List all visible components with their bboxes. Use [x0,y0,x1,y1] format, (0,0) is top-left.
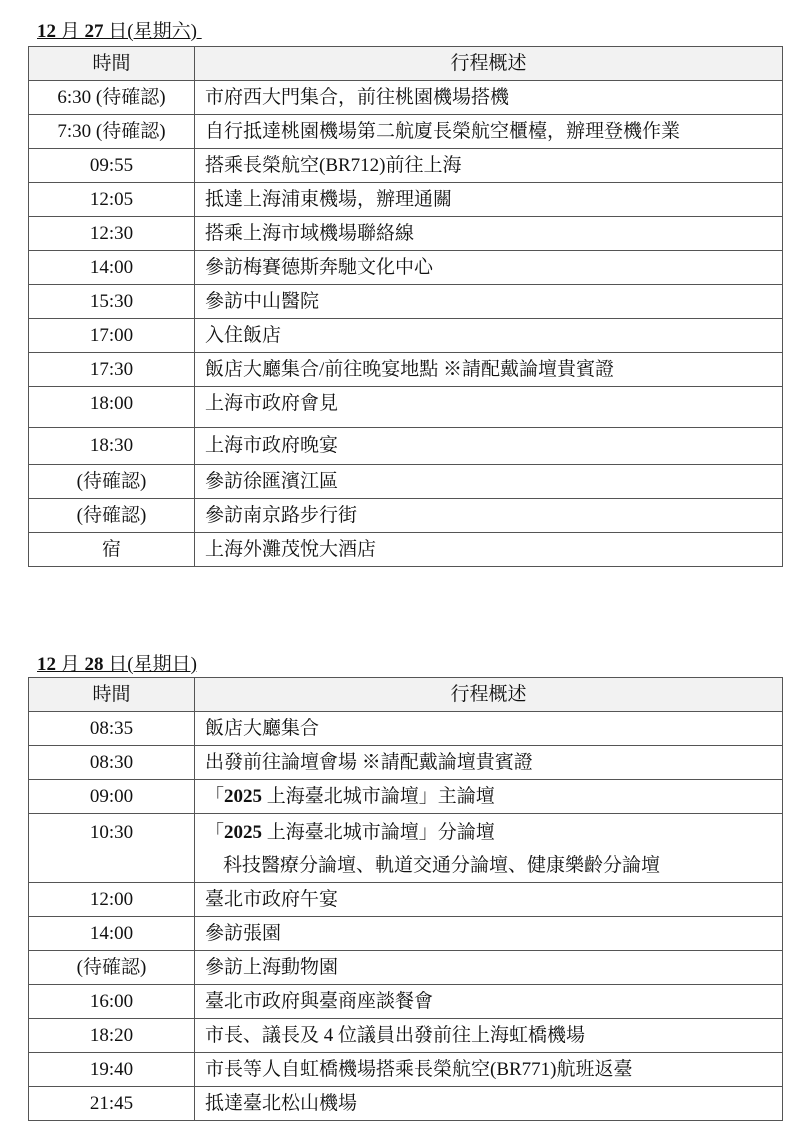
row-desc: 搭乘長榮航空(BR712)前往上海 [195,149,783,183]
row-time: 09:00 [29,780,195,814]
row-time: (待確認) [29,465,195,499]
forum-title: 上海臺北城市論壇」分論壇 [262,822,495,843]
row-time: 17:30 [29,353,195,387]
table-row [29,814,783,883]
table-row [29,985,783,1019]
row-desc: 上海市政府會見 [195,387,783,428]
table-row [29,465,783,499]
table-row [29,1019,783,1053]
row-time: 14:00 [29,251,195,285]
table-row [29,533,783,567]
row-desc: 市長、議長及 4 位議員出發前往上海虹橋機場 [195,1019,783,1053]
title-month-label: 月 [56,654,85,675]
table-row [29,353,783,387]
row-desc: 參訪梅賽德斯奔馳文化中心 [195,251,783,285]
row-time: 08:35 [29,712,195,746]
table-header [29,678,783,712]
row-time: 14:00 [29,917,195,951]
header-desc: 行程概述 [195,678,783,712]
title-weekday: 日(星期日) [103,654,197,675]
table-row [29,149,783,183]
row-time: 16:00 [29,985,195,1019]
row-desc: 臺北市政府午宴 [195,883,783,917]
bracket-open: 「 [205,822,225,843]
table-row [29,81,783,115]
row-time: 12:05 [29,183,195,217]
bracket-open: 「 [205,786,225,807]
row-time: 18:00 [29,387,195,428]
row-time: 10:30 [29,814,195,883]
row-time: 09:55 [29,149,195,183]
table-row [29,917,783,951]
row-desc: 自行抵達桃園機場第二航廈長榮航空櫃檯，辦理登機作業 [195,115,783,149]
forum-title: 上海臺北城市論壇」主論壇 [262,786,495,807]
table-header [29,47,783,81]
row-time: 19:40 [29,1053,195,1087]
title-month: 12 [37,21,56,42]
title-month-label: 月 [56,21,85,42]
header-time: 時間 [29,47,195,81]
row-desc: 搭乘上海市域機場聯絡線 [195,217,783,251]
table-row [29,115,783,149]
row-desc: 參訪徐匯濱江區 [195,465,783,499]
title-day: 27 [84,21,104,42]
row-desc: 參訪上海動物園 [195,951,783,985]
row-time: 21:45 [29,1087,195,1121]
row-time: 宿 [29,533,195,567]
row-time: (待確認) [29,499,195,533]
table-row [29,499,783,533]
row-desc: 上海外灘茂悅大酒店 [195,533,783,567]
header-desc: 行程概述 [195,47,783,81]
row-desc: 參訪中山醫院 [195,285,783,319]
row-time: 7:30 (待確認) [29,115,195,149]
table-row [29,746,783,780]
title-day: 28 [84,654,104,675]
row-desc: 市長等人自虹橋機場搭乘長榮航空(BR771)航班返臺 [195,1053,783,1087]
table-row [29,387,783,428]
row-time: 15:30 [29,285,195,319]
row-time: 18:30 [29,428,195,465]
schedule-table-dec27 [28,46,783,567]
row-time: 17:00 [29,319,195,353]
row-desc: 飯店大廳集合/前往晚宴地點 ※請配戴論壇貴賓證 [195,353,783,387]
sub-forums: 科技醫療分論壇、軌道交通分論壇、健康樂齡分論壇 [223,855,661,876]
table-row [29,1087,783,1121]
row-desc [195,780,783,814]
row-desc: 抵達臺北松山機場 [195,1087,783,1121]
table-row [29,319,783,353]
table-row [29,428,783,465]
row-desc: 飯店大廳集合 [195,712,783,746]
schedule-table-dec28 [28,677,783,1121]
row-desc: 市府西大門集合，前往桃園機場搭機 [195,81,783,115]
table-row [29,712,783,746]
row-desc: 臺北市政府與臺商座談餐會 [195,985,783,1019]
day-title-dec28 [37,649,197,676]
row-desc [195,814,783,883]
row-desc: 出發前往論壇會場 ※請配戴論壇貴賓證 [195,746,783,780]
title-weekday: 日(星期六) [103,21,202,42]
table-row [29,251,783,285]
row-desc: 抵達上海浦東機場，辦理通關 [195,183,783,217]
row-time: 12:30 [29,217,195,251]
forum-year: 2025 [224,822,263,843]
table-row [29,951,783,985]
row-desc: 參訪南京路步行街 [195,499,783,533]
table-row [29,285,783,319]
row-desc: 入住飯店 [195,319,783,353]
row-time: 08:30 [29,746,195,780]
table-row [29,883,783,917]
table-row [29,1053,783,1087]
row-desc: 上海市政府晚宴 [195,428,783,465]
table-row [29,183,783,217]
row-desc: 參訪張園 [195,917,783,951]
row-time: 12:00 [29,883,195,917]
header-time: 時間 [29,678,195,712]
day-title-dec27 [37,16,202,43]
forum-year: 2025 [224,786,263,807]
row-time: 6:30 (待確認) [29,81,195,115]
table-row [29,780,783,814]
row-time: (待確認) [29,951,195,985]
row-time: 18:20 [29,1019,195,1053]
title-month: 12 [37,654,56,675]
table-row [29,217,783,251]
